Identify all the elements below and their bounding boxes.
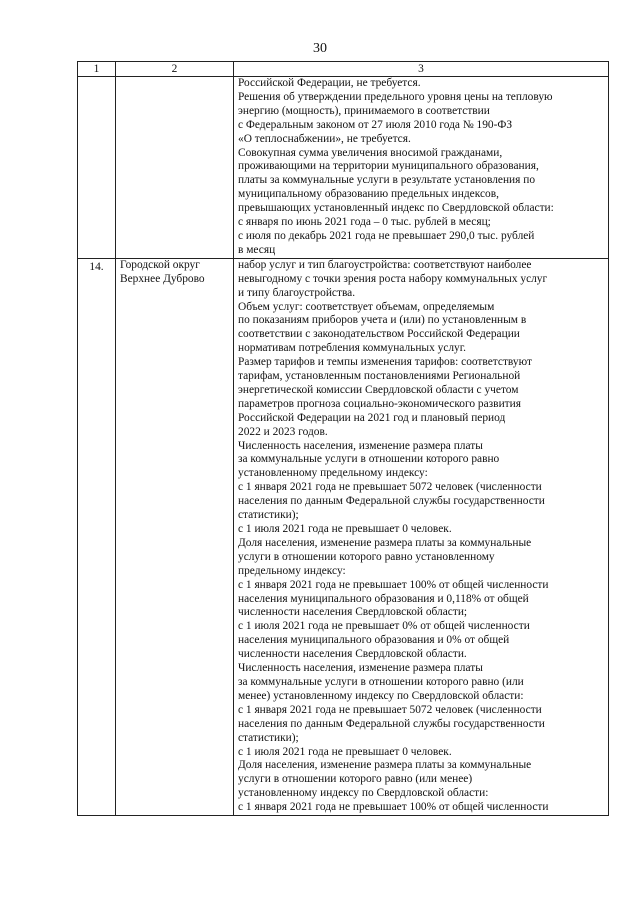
content-line: населения муниципального образования и 0,118% от общей (238, 592, 529, 605)
table-header-row (78, 62, 609, 77)
content-line: с 1 июля 2021 года не превышает 0% от общей численности (238, 620, 530, 633)
content-line: энергетической комиссии Свердловской области с учетом (238, 383, 519, 396)
content-line: Решения об утверждении предельного уровня цены на тепловую (238, 90, 553, 103)
content-line: населения по данным Федеральной службы государственности (238, 717, 545, 730)
content-line: тарифам, установленным постановлениями Региональной (238, 370, 521, 383)
municipality-name-line: Городской округ (120, 258, 200, 271)
content-line: Совокупная сумма увеличения вносимой гражданами, (238, 146, 503, 159)
content-line: Доля населения, изменение размера платы за коммунальные (238, 759, 532, 772)
content-line: Размер тарифов и темпы изменения тарифов: соответствуют (238, 356, 532, 369)
content-line: с 1 января 2021 года не превышает 100% от общей численности (238, 578, 549, 591)
row-number-cell: 14. (78, 258, 116, 815)
content-line: соответствии с законодательством Российской Федерации (238, 328, 520, 341)
content-line: невыгодному с точки зрения роста набору коммунальных услуг (238, 272, 548, 285)
content-line: менее) установленному индексу по Свердловской области: (238, 689, 524, 702)
content-line: численности населения Свердловской области. (238, 648, 467, 661)
table-row (78, 77, 609, 259)
content-line: установленному индексу по Свердловской области: (238, 787, 489, 800)
content-line: и типу благоустройства. (238, 286, 356, 299)
content-line: по показаниям приборов учета и (или) по установленным в (238, 314, 527, 327)
content-line: статистики); (238, 731, 299, 744)
document-table (77, 61, 609, 816)
content-line: превышающих установленный индекс по Свердловской области: (238, 202, 554, 215)
content-line: Российской Федерации, не требуется. (238, 77, 421, 89)
content-line: Численность населения, изменение размера платы (238, 662, 483, 675)
content-line: с января по июнь 2021 года – 0 тыс. рублей в месяц; (238, 216, 491, 229)
row-number-cell (78, 77, 116, 259)
content-line: за коммунальные услуги в отношении которого равно (238, 453, 500, 466)
content-line: нормативам потребления коммунальных услуг. (238, 342, 466, 355)
content-line: населения по данным Федеральной службы государственности (238, 495, 545, 508)
content-line: установленному предельному индексу: (238, 467, 428, 480)
content-line: с 1 июля 2021 года не превышает 0 человек. (238, 523, 452, 535)
content-cell (234, 258, 609, 815)
content-line: 2022 и 2023 годов. (238, 425, 328, 438)
content-line: муниципальному образованию предельных индексов, (238, 188, 499, 201)
table-body (78, 77, 609, 816)
column-header-3: 3 (234, 62, 609, 77)
content-line: услуги в отношении которого равно (или менее) (238, 773, 473, 786)
municipality-name-line: Верхнее Дуброво (120, 272, 205, 285)
content-line: численности населения Свердловской области; (238, 606, 468, 619)
content-line: параметров прогноза социально-экономического развития (238, 397, 521, 410)
page-number: 30 (313, 41, 327, 56)
content-cell (234, 77, 609, 259)
municipality-name-cell (116, 258, 234, 815)
content-line: Численность населения, изменение размера платы (238, 439, 483, 452)
content-line: набор услуг и тип благоустройства: соответствуют наиболее (238, 258, 532, 271)
content-line: с 1 января 2021 года не превышает 5072 человек (численности (238, 481, 542, 494)
content-line: с 1 января 2021 года не превышает 5072 человек (численности (238, 703, 542, 716)
column-header-2: 2 (116, 62, 234, 77)
content-line: за коммунальные услуги в отношении которого равно (или (238, 675, 524, 688)
municipality-name-cell (116, 77, 234, 259)
content-line: платы за коммунальные услуги в результате установления по (238, 174, 536, 187)
column-header-1: 1 (78, 62, 116, 77)
content-line: статистики); (238, 509, 299, 522)
content-line: с Федеральным законом от 27 июля 2010 года № 190-ФЗ (238, 118, 513, 131)
content-line: Доля населения, изменение размера платы за коммунальные (238, 536, 532, 549)
content-line: Российской Федерации на 2021 год и плановый период (238, 411, 506, 424)
content-line: энергию (мощность), принимаемого в соответствии (238, 104, 490, 117)
table-row (78, 258, 609, 815)
content-line: услуги в отношении которого равно установленному (238, 550, 495, 563)
content-line: с 1 июля 2021 года не превышает 0 человек. (238, 745, 452, 758)
content-line: проживающими на территории муниципального образования, (238, 160, 539, 173)
content-line: предельному индексу: (238, 564, 346, 577)
content-line: Объем услуг: соответствует объемам, определяемым (238, 300, 495, 313)
content-line: «О теплоснабжении», не требуется. (238, 132, 411, 145)
content-line: с 1 января 2021 года не превышает 100% от общей численности (238, 801, 549, 814)
content-line: в месяц (238, 243, 276, 256)
content-line: с июля по декабрь 2021 года не превышает 290,0 тыс. рублей (238, 229, 535, 242)
content-line: населения муниципального образования и 0% от общей (238, 634, 510, 647)
